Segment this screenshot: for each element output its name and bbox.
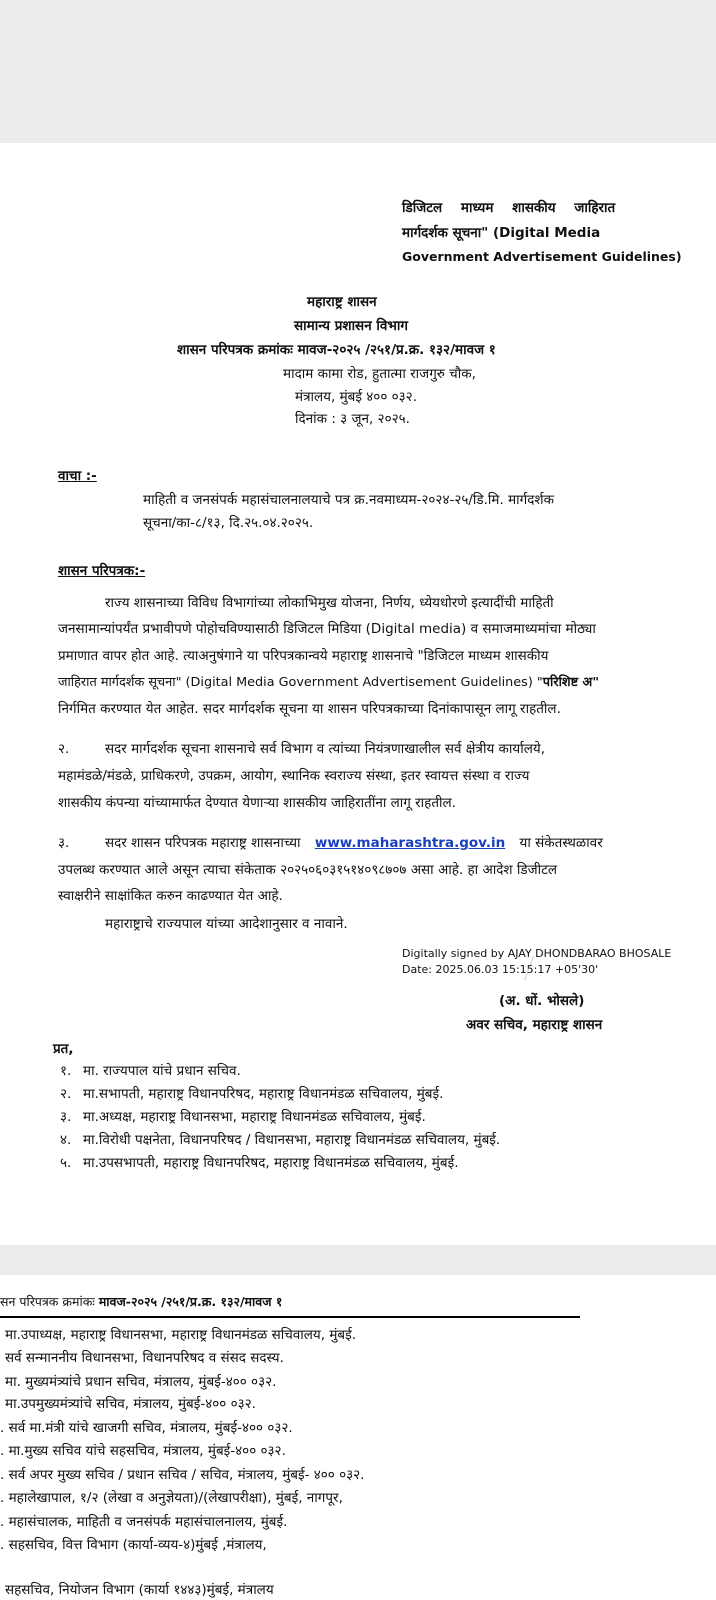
subject-line-3: Government Advertisement Guidelines) (402, 249, 682, 264)
para3-line-3: स्वाक्षरीने साक्षांकित करुन काढण्यात येत आहे. (58, 888, 283, 904)
copy-item-num: २. (60, 1086, 72, 1102)
subject-line-1: डिजिटल माध्यम शासकीय जाहिरात (402, 200, 616, 216)
para1-line-4 (58, 675, 599, 690)
gov-title: महाराष्ट्र शासन (307, 294, 377, 310)
address-line-2: मंत्रालय, मुंबई ४०० ०३२. (295, 389, 417, 405)
website-link[interactable]: www.maharashtra.gov.in (314, 835, 506, 851)
circular-heading: शासन परिपत्रक:- (58, 563, 146, 579)
para1-line-1: राज्य शासनाच्या विविध विभागांच्या लोकाभिमुख योजना, निर्णय, ध्येयधोरणे इत्यादींची माहिती (105, 595, 554, 611)
para1-line-3: प्रमाणात वापर होत आहे. त्याअनुषंगाने या परिपत्रकान्वये महाराष्ट्र शासनाचे "डिजिटल माध्यम शासकीय (58, 648, 549, 664)
subject-line-2: मार्गदर्शक सूचना" (Digital Media (402, 225, 601, 241)
page2-item: सहसचिव, नियोजन विभाग (कार्या १४४३)मुंबई, मंत्रालय (5, 1582, 274, 1598)
top-gray-band (0, 0, 716, 143)
page2-item: सर्व सन्माननीय विधानसभा, विधानपरिषद व संसद सदस्य. (5, 1350, 284, 1366)
copy-item-text: मा.सभापती, महाराष्ट्र विधानपरिषद, महाराष्ट्र विधानमंडळ सचिवालय, मुंबई. (83, 1086, 444, 1102)
digital-signature-line-1: Digitally signed by AJAY DHONDBARAO BHOSALE (402, 947, 672, 960)
page2-item: मा.उपाध्यक्ष, महाराष्ट्र विधानसभा, महाराष्ट्र विधानमंडळ सचिवालय, मुंबई. (5, 1327, 357, 1343)
para3-text-a: सदर शासन परिपत्रक महाराष्ट्र शासनाच्या (105, 835, 301, 851)
para1-line-5: निर्गमित करण्यात येत आहेत. सदर मार्गदर्शक सूचना या शासन परिपत्रकाच्या दिनांकापासून लागू राहतील. (58, 701, 561, 717)
copy-item-text: मा.अध्यक्ष, महाराष्ट्र विधानसभा, महाराष्ट्र विधानमंडळ सचिवालय, मुंबई. (83, 1109, 426, 1125)
page2-item: . सर्व मा.मंत्री यांचे खाजगी सचिव, मंत्रालय, मुंबई-४०० ०३२. (0, 1420, 293, 1436)
page2-header (0, 1294, 282, 1309)
para3-number: ३. (58, 835, 70, 851)
page2-item: . महासंचालक, माहिती व जनसंपर्क महासंचालनालय, मुंबई. (0, 1514, 288, 1530)
para2-line-3: शासकीय कंपन्या यांच्यामार्फत देण्यात येणाऱ्या शासकीय जाहिरातींना लागू राहतील. (58, 795, 456, 811)
para1-line-4-text: जाहिरात मार्गदर्शक सूचना" (Digital Media Government Advertisement Guidelines) " (58, 675, 543, 690)
page2-header-number: मावज-२०२५ /२५१/प्र.क्र. १३२/मावज १ (98, 1294, 283, 1309)
copy-item-num: ३. (60, 1109, 72, 1125)
copy-item-num: १. (60, 1063, 72, 1079)
signatory-name: (अ. धों. भोसले) (499, 993, 585, 1009)
page2-item: . महालेखापाल, १/२ (लेखा व अनुज्ञेयता)/(लेखापरीक्षा), मुंबई, नागपूर, (0, 1490, 343, 1506)
para1-line-2: जनसामान्यांपर्यंत प्रभावीपणे पोहोचविण्यासाठी डिजिटल मिडिया (Digital media) व समाजमाध्यमांचा मोठ्या (58, 621, 596, 637)
copy-item-num: ५. (60, 1155, 72, 1171)
para3-text-b: या संकेतस्थळावर (519, 835, 603, 851)
reference-line-2: सूचना/का-८/१३, दि.२५.०४.२०२५. (143, 515, 314, 531)
page2-item: . सहसचिव, वित्त विभाग (कार्या-व्यय-४)मुंबई ,मंत्रालय, (0, 1537, 267, 1553)
page-gap (0, 1245, 716, 1275)
para3-line-1 (105, 835, 603, 851)
circular-number: शासन परिपत्रक क्रमांकः मावज-२०२५ /२५१/प्र.क्र. १३२/मावज १ (177, 342, 496, 358)
page2-header-rule (0, 1316, 580, 1318)
page2-item: मा. मुख्यमंत्र्यांचे प्रधान सचिव, मंत्रालय, मुंबई-४०० ०३२. (5, 1374, 277, 1390)
date: दिनांक : ३ जून, २०२५. (295, 411, 410, 427)
address-line-1: मादाम कामा रोड, हुतात्मा राजगुरु चौक, (283, 366, 476, 382)
closing-line: महाराष्ट्राचे राज्यपाल यांच्या आदेशानुसार व नावाने. (105, 916, 348, 932)
page2-item: . मा.मुख्य सचिव यांचे सहसचिव, मंत्रालय, मुंबई-४०० ०३२. (0, 1443, 286, 1459)
signatory-designation: अवर सचिव, महाराष्ट्र शासन (466, 1017, 603, 1033)
digital-signature-line-2: Date: 2025.06.03 15:15:17 +05'30' (402, 963, 599, 976)
department: सामान्य प्रशासन विभाग (294, 318, 408, 334)
annexure-label: परिशिष्ट अ" (542, 675, 599, 690)
copy-item-text: मा. राज्यपाल यांचे प्रधान सचिव. (83, 1063, 241, 1079)
reference-line-1: माहिती व जनसंपर्क महासंचालनालयाचे पत्र क्र.नवमाध्यम-२०२४-२५/डि.मि. मार्गदर्शक (143, 492, 554, 508)
para3-line-2: उपलब्ध करण्यात आले असून त्याचा संकेताक २०२५०६०३१५१४०९८७०७ असा आहे. हा आदेश डिजीटल (58, 862, 558, 878)
para2-number: २. (58, 741, 70, 757)
page2-header-prefix: सन परिपत्रक क्रमांकः (0, 1294, 95, 1309)
copies-heading: प्रत, (53, 1041, 74, 1057)
para2-line-1: सदर मार्गदर्शक सूचना शासनाचे सर्व विभाग व त्यांच्या नियंत्रणाखालील सर्व क्षेत्रीय कार्यालये, (105, 741, 546, 757)
page2-item: मा.उपमुख्यमंत्र्यांचे सचिव, मंत्रालय, मुंबई-४०० ०३२. (5, 1396, 256, 1412)
copy-item-text: मा.उपसभापती, महाराष्ट्र विधानपरिषद, महाराष्ट्र विधानमंडळ सचिवालय, मुंबई. (83, 1155, 459, 1171)
copy-item-text: मा.विरोधी पक्षनेता, विधानपरिषद / विधानसभा, महाराष्ट्र विधानमंडळ सचिवालय, मुंबई. (83, 1132, 501, 1148)
reference-heading: वाचा :- (58, 468, 97, 484)
page2-item: . सर्व अपर मुख्य सचिव / प्रधान सचिव / सचिव, मंत्रालय, मुंबई- ४०० ०३२. (0, 1467, 365, 1483)
para2-line-2: महामंडळे/मंडळे, प्राधिकरणे, उपक्रम, आयोग, स्थानिक स्वराज्य संस्था, इतर स्वायत्त संस्था व राज्य (58, 768, 530, 784)
copy-item-num: ४. (60, 1132, 72, 1148)
